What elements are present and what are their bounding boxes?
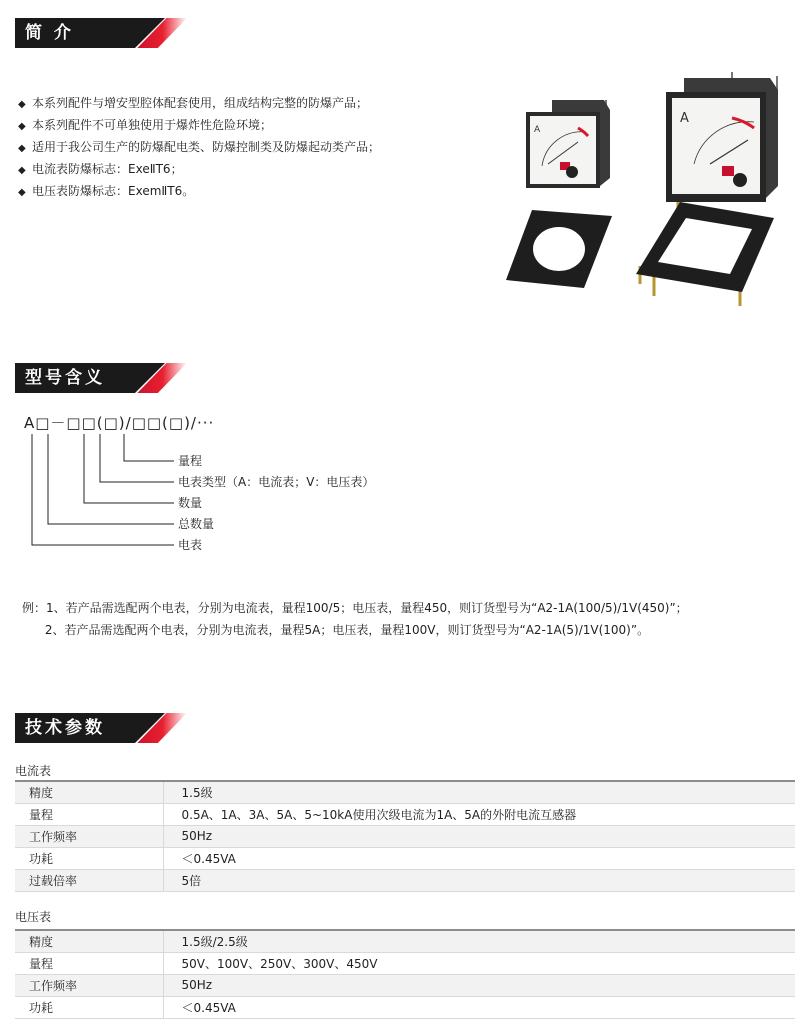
table-row: [15, 781, 795, 803]
meter-unit-label: A: [534, 125, 541, 135]
spec-key: 功耗: [15, 996, 163, 1018]
diamond-bullet-icon: ◆: [18, 99, 26, 110]
table-row: [15, 847, 795, 869]
section-heading-tech: [15, 713, 187, 743]
table-row: [15, 996, 795, 1018]
example-line-2: 2、若产品需选配两个电表，分别为电流表，量程5A；电压表，量程100V，则订货型号为“A2-1A(5)/1V(100)”。: [22, 623, 650, 637]
list-item: ◆ 电压表防爆标志：ExemⅡT6。: [18, 180, 380, 202]
diamond-bullet-icon: ◆: [18, 187, 26, 198]
section-title: 技术参数: [25, 718, 105, 738]
section-heading-model: [15, 363, 187, 393]
table-row: [15, 869, 795, 891]
spec-value: 50Hz: [163, 974, 795, 996]
list-item: ◆ 本系列配件与增安型腔体配套使用，组成结构完整的防爆产品；: [18, 92, 380, 114]
round-mount-frame-image: [502, 206, 614, 290]
spec-value: 1.5级: [163, 781, 795, 803]
legend-meter-type: 电表类型（A：电流表；V：电压表）: [178, 475, 375, 489]
intro-bullet-list: [18, 92, 380, 202]
diamond-bullet-icon: ◆: [18, 165, 26, 176]
spec-key: 过载倍率: [15, 869, 163, 891]
spec-value: ＜0.45VA: [163, 996, 795, 1018]
square-mount-frame-image: [630, 196, 778, 314]
example-line-1: 例：1、若产品需选配两个电表，分别为电流表，量程100/5；电压表，量程450，则订货型号为“A2-1A(100/5)/1V(450)”；: [22, 601, 688, 615]
spec-value: 0.5A、1A、3A、5A、5~10kA使用次级电流为1A、5A的外附电流互感器: [163, 803, 795, 825]
spec-value: ＜0.45VA: [163, 847, 795, 869]
legend-quantity: 数量: [178, 496, 203, 510]
voltmeter-caption: 电压表: [15, 910, 52, 924]
spec-key: 量程: [15, 803, 163, 825]
spec-key: 工作频率: [15, 974, 163, 996]
spec-value: 5倍: [163, 869, 795, 891]
table-row: [15, 825, 795, 847]
ammeter-spec-table: [15, 780, 795, 892]
ammeter-caption: 电流表: [15, 764, 52, 778]
table-row: [15, 974, 795, 996]
legend-total-quantity: 总数量: [178, 517, 215, 531]
spec-key: 量程: [15, 952, 163, 974]
model-code: A□－□□(□)/□□(□)/···: [24, 414, 215, 432]
spec-key: 精度: [15, 781, 163, 803]
table-row: [15, 952, 795, 974]
section-title: 简 介: [25, 23, 74, 43]
small-meter-image: [520, 92, 620, 192]
spec-value: 50Hz: [163, 825, 795, 847]
list-item: ◆ 电流表防爆标志：ExeⅡT6；: [18, 158, 380, 180]
table-row: [15, 803, 795, 825]
spec-value: 1.5级/2.5级: [163, 930, 795, 952]
diamond-bullet-icon: ◆: [18, 143, 26, 154]
large-meter-image: [662, 68, 787, 208]
legend-range: 量程: [178, 454, 203, 468]
list-item: ◆ 适用于我公司生产的防爆配电类、防爆控制类及防爆起动类产品；: [18, 136, 380, 158]
meter-unit-label: A: [680, 111, 689, 126]
table-row: [15, 930, 795, 952]
section-title: 型号含义: [25, 368, 105, 388]
list-item: ◆ 本系列配件不可单独使用于爆炸性危险环境；: [18, 114, 380, 136]
spec-key: 功耗: [15, 847, 163, 869]
diamond-bullet-icon: ◆: [18, 121, 26, 132]
spec-key: 精度: [15, 930, 163, 952]
legend-meter: 电表: [178, 538, 203, 552]
voltmeter-spec-table: [15, 929, 795, 1019]
spec-value: 50V、100V、250V、300V、450V: [163, 952, 795, 974]
spec-key: 工作频率: [15, 825, 163, 847]
section-heading-intro: [15, 18, 187, 48]
